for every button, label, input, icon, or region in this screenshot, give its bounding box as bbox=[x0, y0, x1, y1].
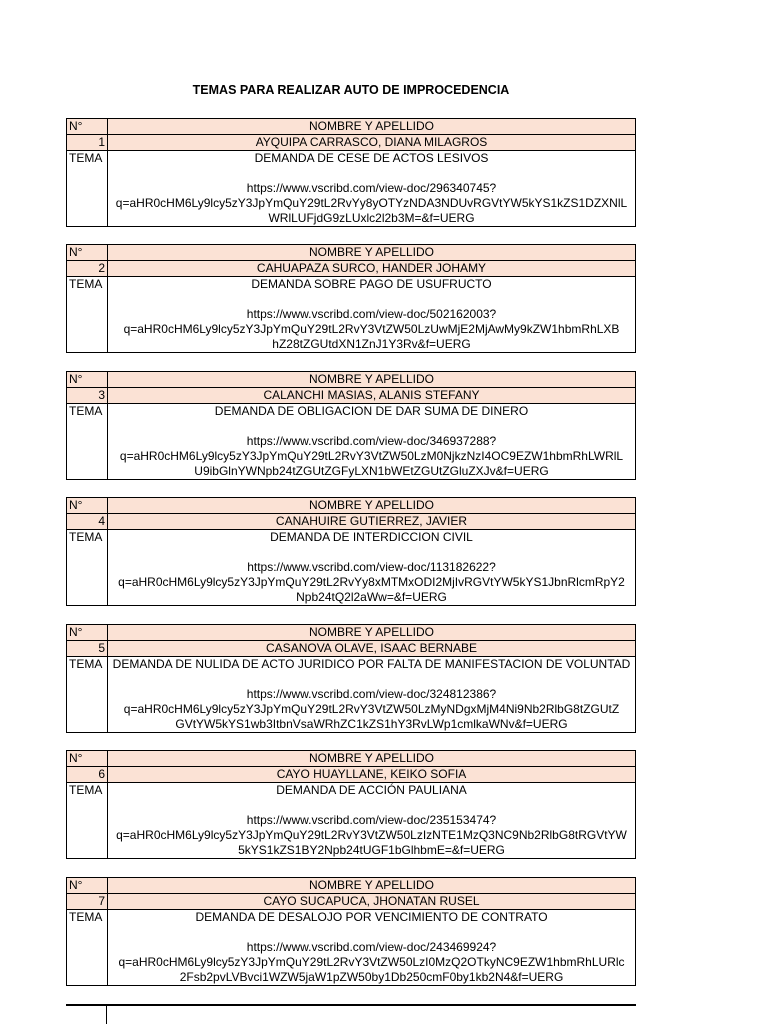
person-name: CAYO SUCAPUCA, JHONATAN RUSEL bbox=[108, 894, 636, 910]
url-line: Npb24tQ2l2aWw=&f=UERG bbox=[296, 590, 447, 604]
url-line: https://www.vscribd.com/view-doc/502162003? bbox=[246, 307, 497, 321]
topic-cell bbox=[108, 277, 636, 353]
person-name: CALANCHI MASIAS, ALANIS STEFANY bbox=[108, 388, 636, 404]
url-line: https://www.vscribd.com/view-doc/243469924? bbox=[246, 940, 497, 954]
header-row bbox=[67, 498, 636, 514]
url-line: GVtYW5kYS1wb3ItbnVsaWRhZC1kZS1hY3RvLWp1cmlkaWNv&f=UERG bbox=[175, 717, 568, 731]
name-header: NOMBRE Y APELLIDO bbox=[108, 498, 636, 514]
url-line: https://www.vscribd.com/view-doc/324812386? bbox=[246, 687, 497, 701]
entry-block bbox=[66, 118, 636, 227]
entry-table bbox=[66, 750, 636, 859]
topic-text: DEMANDA DE INTERDICCION CIVIL bbox=[270, 530, 473, 544]
name-header: NOMBRE Y APELLIDO bbox=[108, 751, 636, 767]
topic-row bbox=[67, 151, 636, 227]
entry-number: 2 bbox=[67, 261, 108, 277]
entry-number: 7 bbox=[67, 894, 108, 910]
topic-text: DEMANDA DE CESE DE ACTOS LESIVOS bbox=[254, 151, 489, 165]
url-line: https://www.vscribd.com/view-doc/346937288? bbox=[246, 434, 497, 448]
person-name: AYQUIPA CARRASCO, DIANA MILAGROS bbox=[108, 135, 636, 151]
topic-row bbox=[67, 530, 636, 606]
header-row bbox=[67, 751, 636, 767]
url-line: 2Fsb2pvLVBvci1WZW5jaW1pZW50by1Db250cmF0by1kb2N4&f=UERG bbox=[179, 970, 564, 984]
name-header: NOMBRE Y APELLIDO bbox=[108, 245, 636, 261]
topic-row bbox=[67, 277, 636, 353]
topic-row bbox=[67, 910, 636, 986]
person-name: CAHUAPAZA SURCO, HANDER JOHAMY bbox=[108, 261, 636, 277]
num-label: N° bbox=[67, 878, 108, 894]
topic-text: DEMANDA SOBRE PAGO DE USUFRUCTO bbox=[251, 277, 492, 291]
topic-text: DEMANDA DE ACCIÓN PAULIANA bbox=[276, 783, 467, 797]
name-header: NOMBRE Y APELLIDO bbox=[108, 878, 636, 894]
bottom-divider-tick bbox=[106, 1004, 107, 1024]
entry-table bbox=[66, 371, 636, 480]
person-row bbox=[67, 388, 636, 404]
person-row bbox=[67, 514, 636, 530]
entry-block bbox=[66, 371, 636, 480]
url-line: U9ibGlnYWNpb24tZGUtZGFyLXN1bWEtZGUtZGluZXJv&f=UERG bbox=[194, 464, 549, 478]
url-line: q=aHR0cHM6Ly9lcy5zY3JpYmQuY29tL2RvY3VtZW50LzUwMjE2MjAwMy9kZW1hbmRhLXB bbox=[123, 322, 620, 336]
person-row bbox=[67, 641, 636, 657]
person-row bbox=[67, 894, 636, 910]
topic-row bbox=[67, 783, 636, 859]
topic-cell bbox=[108, 910, 636, 986]
entry-table bbox=[66, 118, 636, 227]
num-label: N° bbox=[67, 245, 108, 261]
name-header: NOMBRE Y APELLIDO bbox=[108, 625, 636, 641]
topic-cell bbox=[108, 530, 636, 606]
topic-cell bbox=[108, 404, 636, 480]
entry-number: 6 bbox=[67, 767, 108, 783]
document-title: TEMAS PARA REALIZAR AUTO DE IMPROCEDENCIA bbox=[192, 83, 510, 97]
entry-number: 5 bbox=[67, 641, 108, 657]
topic-row bbox=[67, 404, 636, 480]
entry-block bbox=[66, 750, 636, 859]
topic-row bbox=[67, 657, 636, 733]
header-row bbox=[67, 119, 636, 135]
entry-table bbox=[66, 624, 636, 733]
person-row bbox=[67, 135, 636, 151]
tema-label: TEMA bbox=[67, 530, 108, 606]
url-line: WRlLUFjdG9zLUxlc2l2b3M=&f=UERG bbox=[268, 211, 475, 225]
name-header: NOMBRE Y APELLIDO bbox=[108, 119, 636, 135]
header-row bbox=[67, 625, 636, 641]
entry-table bbox=[66, 497, 636, 606]
num-label: N° bbox=[67, 751, 108, 767]
tema-label: TEMA bbox=[67, 657, 108, 733]
header-row bbox=[67, 245, 636, 261]
url-line: https://www.vscribd.com/view-doc/113182622? bbox=[247, 560, 496, 574]
tema-label: TEMA bbox=[67, 404, 108, 480]
url-line: https://www.vscribd.com/view-doc/235153474? bbox=[246, 813, 497, 827]
url-line: q=aHR0cHM6Ly9lcy5zY3JpYmQuY29tL2RvY3VtZW50LzMyNDgxMjM4Ni9Nb2RlbG8tZGUtZ bbox=[123, 702, 620, 716]
url-line: hZ28tZGUtdXN1ZnJ1Y3Rv&f=UERG bbox=[272, 337, 471, 351]
name-header: NOMBRE Y APELLIDO bbox=[108, 372, 636, 388]
topic-cell bbox=[108, 657, 636, 733]
url-line: q=aHR0cHM6Ly9lcy5zY3JpYmQuY29tL2RvYy8xMTMxODI2MjIvRGVtYW5kYS1JbnRlcmRpY2 bbox=[118, 575, 625, 589]
entry-number: 3 bbox=[67, 388, 108, 404]
topic-text: DEMANDA DE NULIDA DE ACTO JURIDICO POR FALTA DE MANIFESTACION DE VOLUNTAD bbox=[112, 657, 631, 671]
person-name: CANAHUIRE GUTIERREZ, JAVIER bbox=[108, 514, 636, 530]
url-line: 5kYS1kZS1BY2Npb24tUGF1bGlhbmE=&f=UERG bbox=[238, 843, 505, 857]
num-label: N° bbox=[67, 625, 108, 641]
url-line: https://www.vscribd.com/view-doc/296340745? bbox=[246, 181, 497, 195]
entry-number: 1 bbox=[67, 135, 108, 151]
entry-block bbox=[66, 497, 636, 606]
topic-text: DEMANDA DE DESALOJO POR VENCIMIENTO DE CONTRATO bbox=[195, 910, 548, 924]
entry-block bbox=[66, 877, 636, 986]
entry-block bbox=[66, 624, 636, 733]
person-row bbox=[67, 767, 636, 783]
header-row bbox=[67, 372, 636, 388]
entry-number: 4 bbox=[67, 514, 108, 530]
entry-block bbox=[66, 244, 636, 353]
topic-cell bbox=[108, 783, 636, 859]
header-row bbox=[67, 878, 636, 894]
bottom-divider bbox=[66, 1004, 636, 1006]
tema-label: TEMA bbox=[67, 277, 108, 353]
num-label: N° bbox=[67, 372, 108, 388]
person-name: CASANOVA OLAVE, ISAAC BERNABE bbox=[108, 641, 636, 657]
tema-label: TEMA bbox=[67, 783, 108, 859]
num-label: N° bbox=[67, 498, 108, 514]
person-name: CAYO HUAYLLANE, KEIKO SOFIA bbox=[108, 767, 636, 783]
tema-label: TEMA bbox=[67, 910, 108, 986]
url-line: q=aHR0cHM6Ly9lcy5zY3JpYmQuY29tL2RvY3VtZW50LzM0NjkzNzI4OC9EZW1hbmRhLWRlL bbox=[119, 449, 624, 463]
person-row bbox=[67, 261, 636, 277]
tema-label: TEMA bbox=[67, 151, 108, 227]
url-line: q=aHR0cHM6Ly9lcy5zY3JpYmQuY29tL2RvY3VtZW50LzIzNTE1MzQ3NC9Nb2RlbG8tRGVtYW bbox=[116, 828, 627, 842]
topic-cell bbox=[108, 151, 636, 227]
entry-table bbox=[66, 877, 636, 986]
url-line: q=aHR0cHM6Ly9lcy5zY3JpYmQuY29tL2RvY3VtZW50LzI0MzQ2OTkyNC9EZW1hbmRhLURlc bbox=[118, 955, 625, 969]
num-label: N° bbox=[67, 119, 108, 135]
topic-text: DEMANDA DE OBLIGACION DE DAR SUMA DE DINERO bbox=[214, 404, 529, 418]
entry-table bbox=[66, 244, 636, 353]
url-line: q=aHR0cHM6Ly9lcy5zY3JpYmQuY29tL2RvYy8yOTYzNDA3NDUvRGVtYW5kYS1kZS1DZXNlL bbox=[115, 196, 628, 210]
